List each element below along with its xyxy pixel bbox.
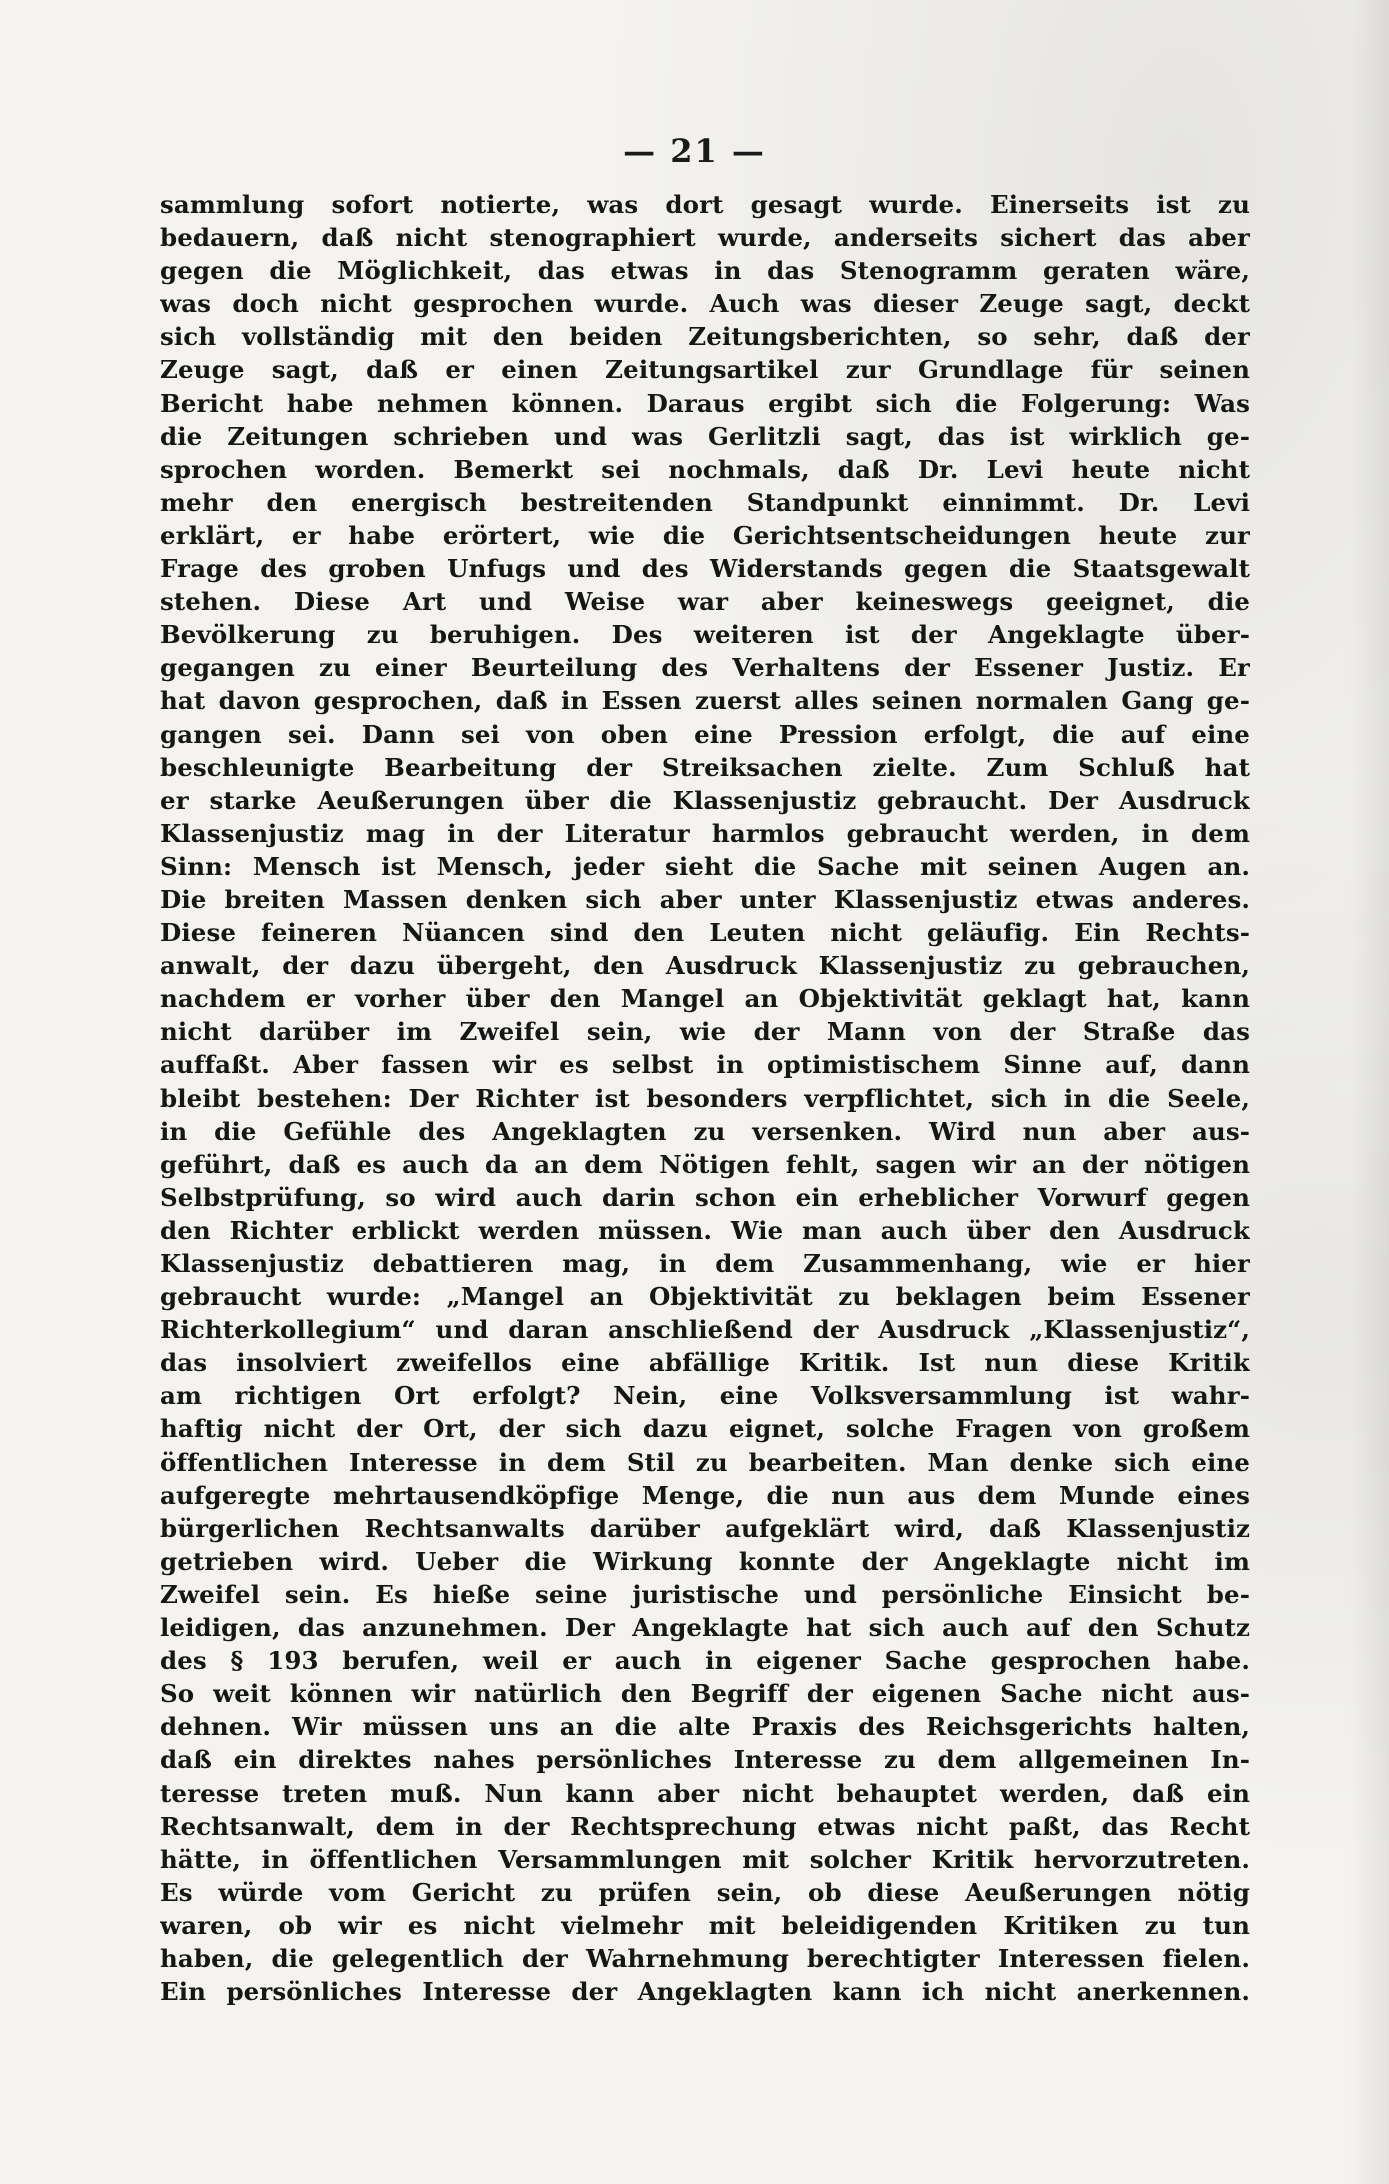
text-line: öffentlichen Interesse in dem Stil zu bearbeiten. Man denke sich eine (160, 1447, 1250, 1477)
text-line: beschleunigte Bearbeitung der Streiksachen zielte. Zum Schluß hat (160, 752, 1250, 782)
text-line: haben, die gelegentlich der Wahrnehmung berechtigter Interessen fielen. (160, 1943, 1250, 1973)
text-line: in die Gefühle des Angeklagten zu versenken. Wird nun aber aus- (160, 1116, 1250, 1146)
text-line: stehen. Diese Art und Weise war aber keineswegs geeignet, die (160, 587, 1250, 617)
text-line: nicht darüber im Zweifel sein, wie der Mann von der Straße das (160, 1017, 1250, 1047)
text-line: Klassenjustiz mag in der Literatur harmlos gebraucht werden, in dem (160, 818, 1250, 848)
text-line: Diese feineren Nüancen sind den Leuten nicht geläufig. Ein Rechts- (160, 918, 1250, 948)
text-line: bedauern, daß nicht stenographiert wurde, anderseits sichert das aber (160, 223, 1250, 253)
page-number: — 21 — (623, 132, 766, 170)
text-line: erklärt, er habe erörtert, wie die Gerichtsentscheidungen heute zur (160, 520, 1250, 550)
text-line: den Richter erblickt werden müssen. Wie man auch über den Ausdruck (160, 1215, 1250, 1245)
text-line: nachdem er vorher über den Mangel an Objektivität geklagt hat, kann (160, 984, 1250, 1014)
text-line: hätte, in öffentlichen Versammlungen mit solcher Kritik hervorzutreten. (160, 1844, 1250, 1874)
text-line: Zeuge sagt, daß er einen Zeitungsartikel zur Grundlage für seinen (160, 355, 1250, 385)
text-line: Ein persönliches Interesse der Angeklagten kann ich nicht anerkennen. (160, 1977, 1250, 2007)
text-line: So weit können wir natürlich den Begriff der eigenen Sache nicht aus- (160, 1679, 1250, 1709)
text-line: Sinn: Mensch ist Mensch, jeder sieht die Sache mit seinen Augen an. (160, 851, 1250, 881)
text-line: getrieben wird. Ueber die Wirkung konnte der Angeklagte nicht im (160, 1546, 1250, 1576)
text-line: er starke Aeußerungen über die Klassenjustiz gebraucht. Der Ausdruck (160, 785, 1250, 815)
text-line: das insolviert zweifellos eine abfällige Kritik. Ist nun diese Kritik (160, 1348, 1250, 1378)
text-line: des § 193 berufen, weil er auch in eigener Sache gesprochen habe. (160, 1646, 1250, 1676)
text-line: Klassenjustiz debattieren mag, in dem Zusammenhang, wie er hier (160, 1249, 1250, 1278)
text-line: anwalt, der dazu übergeht, den Ausdruck Klassenjustiz zu gebrauchen, (160, 951, 1250, 981)
text-line: Richterkollegium“ und daran anschließend der Ausdruck „Klassenjustiz“, (160, 1315, 1250, 1345)
text-line: gebraucht wurde: „Mangel an Objektivität zu beklagen beim Essener (160, 1282, 1250, 1312)
text-line: haftig nicht der Ort, der sich dazu eignet, solche Fragen von großem (160, 1414, 1250, 1444)
text-line: daß ein direktes nahes persönliches Interesse zu dem allgemeinen In- (160, 1745, 1250, 1775)
text-line: was doch nicht gesprochen wurde. Auch was dieser Zeuge sagt, deckt (160, 289, 1250, 319)
text-line: aufgeregte mehrtausendköpfige Menge, die nun aus dem Munde eines (160, 1480, 1250, 1510)
text-line: sich vollständig mit den beiden Zeitungsberichten, so sehr, daß der (160, 322, 1250, 352)
text-line: die Zeitungen schrieben und was Gerlitzli sagt, das ist wirklich ge- (160, 421, 1250, 451)
text-line: Es würde vom Gericht zu prüfen sein, ob diese Aeußerungen nötig (160, 1877, 1250, 1907)
text-line: Bericht habe nehmen können. Daraus ergibt sich die Folgerung: Was (160, 388, 1250, 418)
body-text (160, 188, 1250, 2008)
text-line: Frage des groben Unfugs und des Widerstands gegen die Staatsgewalt (160, 554, 1250, 584)
page-edge-shadow (1349, 0, 1389, 2184)
text-line: Die breiten Massen denken sich aber unter Klassenjustiz etwas anderes. (160, 884, 1250, 914)
text-line: Bevölkerung zu beruhigen. Des weiteren ist der Angeklagte über- (160, 620, 1250, 650)
text-line: waren, ob wir es nicht vielmehr mit beleidigenden Kritiken zu tun (160, 1910, 1250, 1940)
text-line: teresse treten muß. Nun kann aber nicht behauptet werden, daß ein (160, 1778, 1250, 1808)
text-line: auffaßt. Aber fassen wir es selbst in optimistischem Sinne auf, dann (160, 1050, 1250, 1080)
text-line: gangen sei. Dann sei von oben eine Pression erfolgt, die auf eine (160, 719, 1250, 749)
text-line: bürgerlichen Rechtsanwalts darüber aufgeklärt wird, daß Klassenjustiz (160, 1513, 1250, 1543)
text-line: gegangen zu einer Beurteilung des Verhaltens der Essener Justiz. Er (160, 653, 1250, 683)
text-line: leidigen, das anzunehmen. Der Angeklagte hat sich auch auf den Schutz (160, 1613, 1250, 1643)
text-line: gegen die Möglichkeit, das etwas in das Stenogramm geraten wäre, (160, 256, 1250, 286)
text-line: sammlung sofort notierte, was dort gesagt wurde. Einerseits ist zu (160, 190, 1250, 219)
text-line: dehnen. Wir müssen uns an die alte Praxis des Reichsgerichts halten, (160, 1712, 1250, 1742)
text-line: geführt, daß es auch da an dem Nötigen fehlt, sagen wir an der nötigen (160, 1149, 1250, 1179)
text-line: am richtigen Ort erfolgt? Nein, eine Volksversammlung ist wahr- (160, 1381, 1250, 1411)
text-line: Zweifel sein. Es hieße seine juristische und persönliche Einsicht be- (160, 1579, 1250, 1609)
text-line: mehr den energisch bestreitenden Standpunkt einnimmt. Dr. Levi (160, 487, 1250, 517)
text-line: hat davon gesprochen, daß in Essen zuerst alles seinen normalen Gang ge- (160, 686, 1250, 716)
text-line: Rechtsanwalt, dem in der Rechtsprechung etwas nicht paßt, das Recht (160, 1811, 1250, 1841)
text-line: bleibt bestehen: Der Richter ist besonders verpflichtet, sich in die Seele, (160, 1083, 1250, 1113)
text-line: Selbstprüfung, so wird auch darin schon ein erheblicher Vorwurf gegen (160, 1182, 1250, 1212)
text-line: sprochen worden. Bemerkt sei nochmals, daß Dr. Levi heute nicht (160, 454, 1250, 484)
